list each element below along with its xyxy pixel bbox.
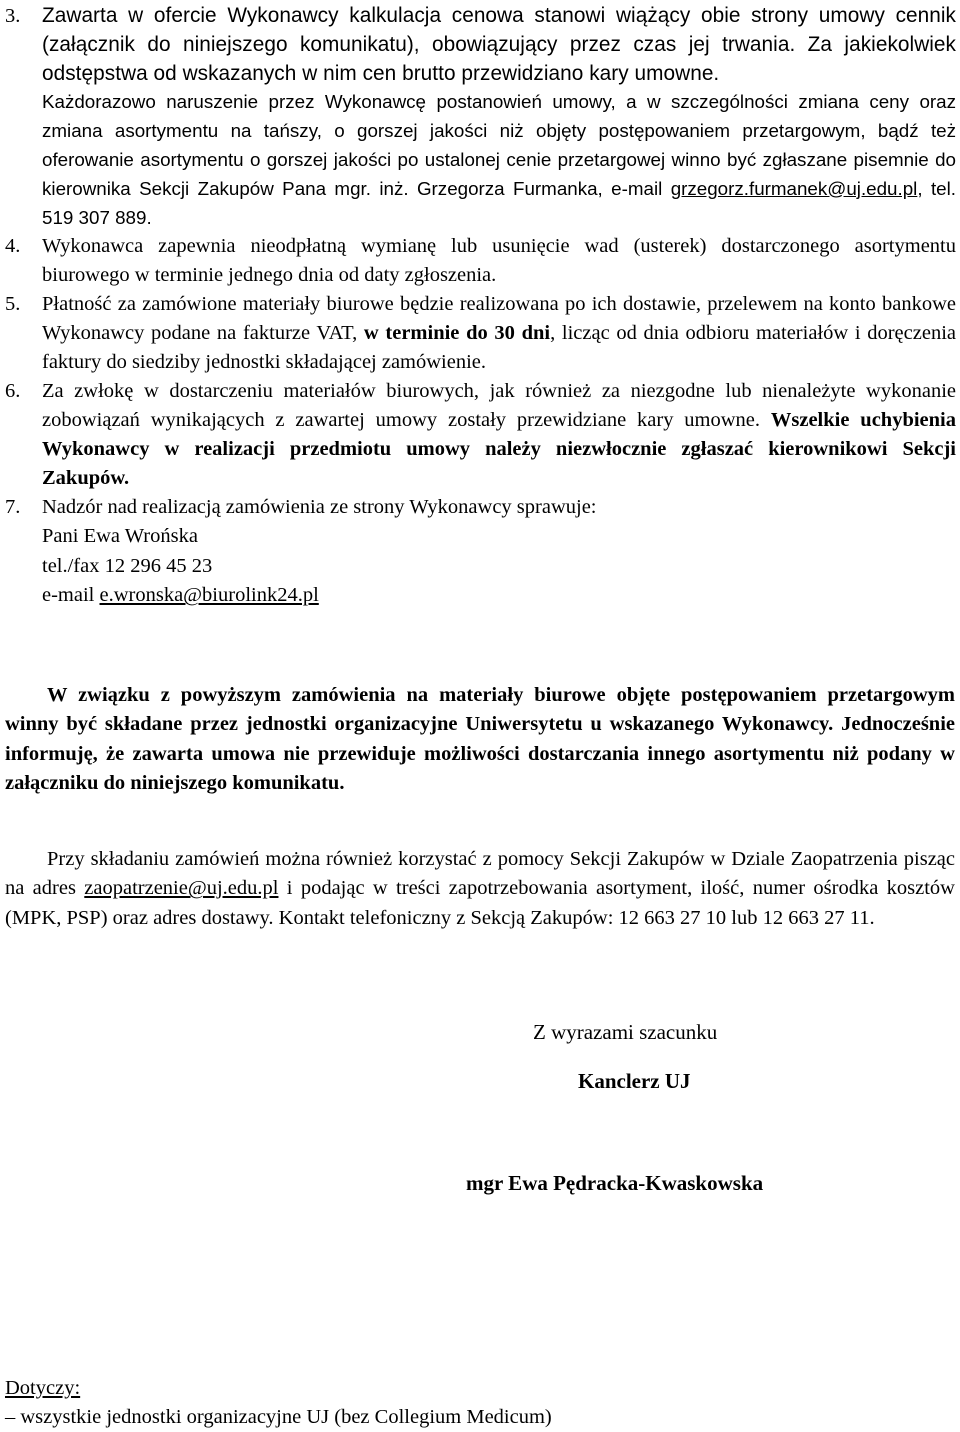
contact-name: Pani Ewa Wrońska: [42, 525, 198, 548]
list-number: 6.: [5, 380, 21, 403]
item-3-intro: Zawarta w ofercie Wykonawcy kalkulacja cenowa stanowi wiążący obie strony umowy cennik (załącznik do niniejszego komunikatu), obowiązujący przez czas jej trwania. Za jakiekolwiek odstępstwa od wskazanych w nim cen brutto przewidziano kary umowne.: [42, 4, 956, 85]
email-link-wronska[interactable]: e.wronska@biurolink24.pl: [99, 584, 319, 607]
signatory-title: Kanclerz UJ: [578, 1069, 691, 1093]
list-item-3: [0, 2, 956, 232]
contact-email-line: e-mail e.wronska@biurolink24.pl: [42, 584, 319, 607]
concerns-label: Dotyczy:: [5, 1377, 81, 1399]
list-item-6: [0, 377, 956, 493]
item-6-text: Za zwłokę w dostarczeniu materiałów biurowych, jak również za niezgodne lub nienależyte wykonanie zobowiązań wynikających z zawartej umowy zostały przewidziane kary umowne. Wszelkie uchybienia Wykonawcy w realizacji przedmiotu umowy należy niezwłocznie zgłaszać kierownikowi Sekcji Zakupów.: [42, 380, 956, 490]
contact-phone: tel./fax 12 296 45 23: [42, 554, 213, 577]
email-link-zaopatrzenie[interactable]: zaopatrzenie@uj.edu.pl: [84, 877, 279, 900]
item-3-body: Każdorazowo naruszenie przez Wykonawcę postanowień umowy, a w szczególności zmiana ceny oraz zmiana asortymentu na tańszy, o gorszej jakości niż objęty postępowaniem przetargowym, bądź też oferowanie asortymentu o gorszej jakości po ustalonej cenie przetargowej winno być zgłaszane pisemnie do kierownika Sekcji Zakupów Pana mgr. inż. Grzegorza Furmanka, e-mail grzegorz.furmanek@uj.edu.pl, tel. 519 307 889.: [42, 91, 956, 228]
email-link-furmanek[interactable]: grzegorz.furmanek@uj.edu.pl: [670, 177, 918, 199]
item-7-text: Nadzór nad realizacją zamówienia ze strony Wykonawcy sprawuje:: [42, 496, 597, 519]
numbered-list: [0, 2, 956, 611]
list-item-5: [0, 290, 956, 377]
list-number: 7.: [5, 496, 21, 519]
info-paragraph: Przy składaniu zamówień można również korzystać z pomocy Sekcji Zakupów w Dziale Zaopatrzenia pisząc na adres zaopatrzenie@uj.edu.pl i podając w treści zapotrzebowania asortyment, ilość, numer ośrodka kosztów (MPK, PSP) oraz adres dostawy. Kontakt telefoniczny z Sekcją Zakupów: 12 663 27 10 lub 12 663 27 11.: [5, 848, 955, 929]
list-number: 3.: [5, 5, 21, 27]
closing-greeting: Z wyrazami szacunku: [533, 1020, 718, 1044]
item-4-text: Wykonawca zapewnia nieodpłatną wymianę lub usunięcie wad (usterek) dostarczonego asortymentu biurowego w terminie jednego dnia od daty zgłoszenia.: [42, 235, 956, 287]
bold-notice-paragraph: W związku z powyższym zamówienia na materiały biurowe objęte postępowaniem przetargowym winny być składane przez jednostki organizacyjne Uniwersytetu u wskazanego Wykonawcy. Jednocześnie informuję, że zawarta umowa nie przewiduje możliwości dostarczania innego asortymentu niż podany w załączniku do niniejszego komunikatu.: [5, 684, 955, 795]
list-item-4: [0, 232, 956, 290]
list-number: 4.: [5, 235, 21, 258]
item-5-text: Płatność za zamówione materiały biurowe będzie realizowana po ich dostawie, przelewem na konto bankowe Wykonawcy podane na fakturze VAT, w terminie do 30 dni, licząc od dnia odbioru materiałów i doręczenia faktury do siedziby jednostki składającej zamówienie.: [42, 293, 957, 374]
concerns-text: – wszystkie jednostki organizacyjne UJ (bez Collegium Medicum): [5, 1406, 552, 1428]
list-number: 5.: [5, 293, 21, 316]
list-item-7: [0, 493, 956, 610]
signatory-name: mgr Ewa Pędracka-Kwaskowska: [466, 1171, 764, 1195]
